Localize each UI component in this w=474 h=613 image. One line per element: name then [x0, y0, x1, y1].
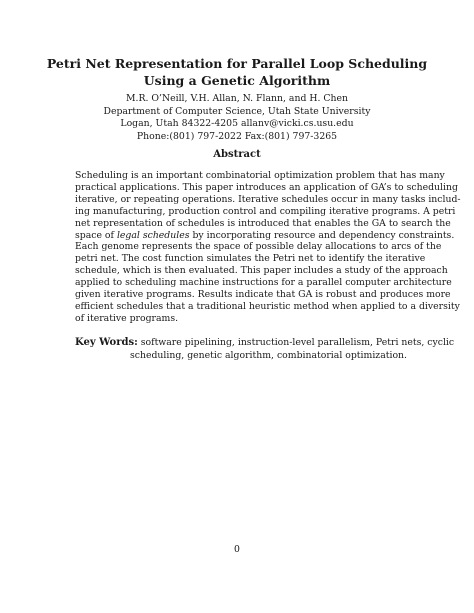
abstract-line: petri net. The cost function simulates the Petri net to identify the iterative — [75, 253, 426, 265]
abstract-line: given iterative programs. Results indicate that GA is robust and produces more — [75, 289, 451, 301]
abstract-line: ing manufacturing, production control and compiling iterative programs. A petri — [75, 205, 456, 217]
abstract-line: schedule, which is then evaluated. This paper includes a study of the approach — [75, 265, 448, 277]
abstract-line: net representation of schedules is introduced that enables the GA to search the — [75, 217, 451, 229]
abstract-line: of iterative programs. — [75, 312, 179, 324]
page-number: 0 — [234, 544, 240, 555]
abstract-line: Scheduling is an important combinatorial optimization problem that has many — [75, 170, 445, 181]
author-address: Logan, Utah 84322-4205 allanv@vicki.cs.usu.edu — [120, 118, 354, 129]
abstract-heading: Abstract — [213, 149, 261, 160]
author-phone: Phone:(801) 797-2022 Fax:(801) 797-3265 — [136, 130, 338, 142]
author-department: Department of Computer Science, Utah State University — [103, 105, 371, 117]
abstract-text: by incorporating resource and dependency constraints. — [192, 229, 455, 241]
keywords-text: software pipelining, instruction-level parallelism, Petri nets, cyclic — [140, 337, 455, 348]
keywords-block — [75, 337, 455, 362]
abstract-line: iterative, or repeating operations. Iterative schedules occur in many tasks includ- — [75, 193, 461, 205]
abstract-body — [75, 170, 461, 325]
abstract-line: applied to scheduling machine instructions for a parallel computer architecture — [75, 277, 452, 289]
keywords-label: Key Words: — [75, 337, 138, 348]
abstract-line-with-emphasis — [75, 229, 455, 242]
author-names: M.R. O’Neill, V.H. Allan, N. Flann, and H. Chen — [126, 93, 348, 104]
abstract-line: Each genome represents the space of possible delay allocations to arcs of the — [75, 241, 442, 253]
abstract-text: space of — [75, 229, 114, 241]
title-line-1: Petri Net Representation for Parallel Loop Scheduling — [46, 56, 428, 71]
keywords-line-1 — [75, 337, 455, 350]
abstract-line: practical applications. This paper introduces an application of GA’s to scheduling — [75, 181, 458, 193]
keywords-line-2: scheduling, genetic algorithm, combinatorial optimization. — [130, 349, 407, 361]
paper-title — [40, 55, 434, 89]
title-line-2: Using a Genetic Algorithm — [143, 73, 331, 88]
author-block — [40, 93, 434, 143]
abstract-line: efficient schedules that a traditional heuristic method when applied to a diversity — [75, 300, 460, 312]
emphasis-legal-schedules: legal schedules — [116, 229, 190, 241]
